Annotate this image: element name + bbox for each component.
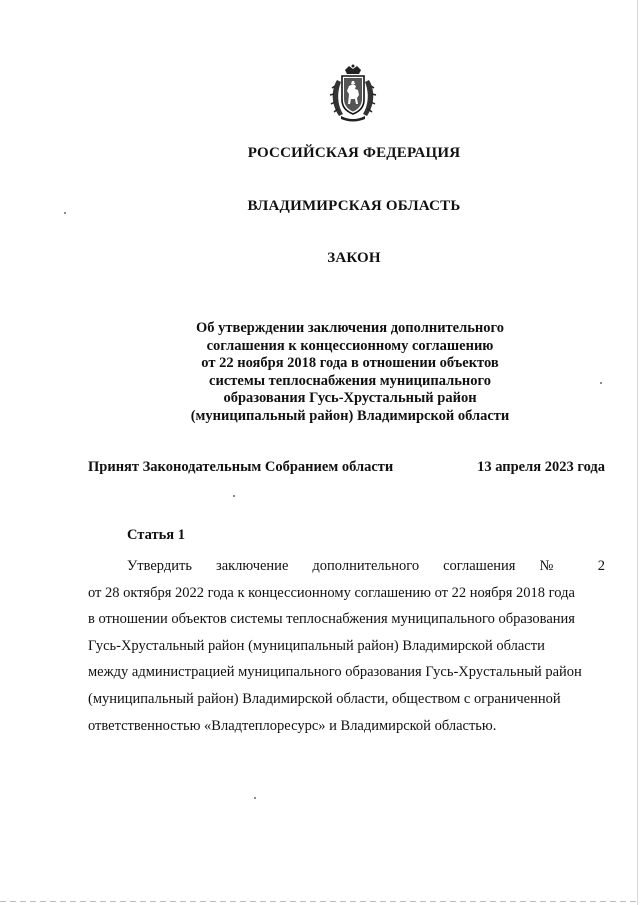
region-heading: ВЛАДИМИРСКАЯ ОБЛАСТЬ	[247, 198, 461, 214]
law-title	[150, 320, 550, 426]
article-line: между администрацией муниципального образования Гусь-Хрустальный район	[88, 664, 582, 681]
adoption-text: Принят Законодательным Собранием области	[88, 459, 394, 475]
scan-speck	[64, 212, 66, 214]
article-body	[88, 553, 605, 739]
article-line: (муниципальный район) Владимирской области, обществом с ограниченной	[88, 690, 561, 707]
law-title-line: соглашения к концессионному соглашению	[206, 337, 494, 354]
scan-edge	[637, 0, 638, 905]
adoption-date: 13 апреля 2023 года	[477, 459, 605, 475]
article-line: Гусь-Хрустальный район (муниципальный район) Владимирской области	[88, 637, 545, 654]
law-title-line: системы теплоснабжения муниципального	[209, 372, 491, 389]
law-title-line: образования Гусь-Хрустальный район	[223, 390, 477, 407]
scan-bottom-edge	[0, 901, 640, 902]
law-title-line: (муниципальный район) Владимирской области	[190, 407, 510, 424]
law-title-line: Об утверждении заключения дополнительного	[196, 320, 504, 336]
law-title-line: от 22 ноября 2018 года в отношении объектов	[201, 355, 499, 372]
article-line: Утвердить заключение дополнительного соглашения № 2	[127, 558, 605, 574]
scan-speck	[600, 382, 602, 384]
document-type-heading: ЗАКОН	[327, 250, 381, 266]
article-heading: Статья 1	[127, 527, 185, 543]
coat-of-arms-icon	[329, 64, 377, 124]
article-line: ответственностью «Владтеплоресурс» и Владимирской областью.	[88, 717, 497, 734]
federation-heading: РОССИЙСКАЯ ФЕДЕРАЦИЯ	[247, 145, 461, 161]
article-line: в отношении объектов системы теплоснабжения муниципального образования	[88, 611, 575, 628]
scan-speck	[254, 797, 256, 799]
article-line: от 28 октября 2022 года к концессионному соглашению от 22 ноября 2018 года	[88, 584, 575, 601]
scan-speck	[233, 495, 235, 497]
